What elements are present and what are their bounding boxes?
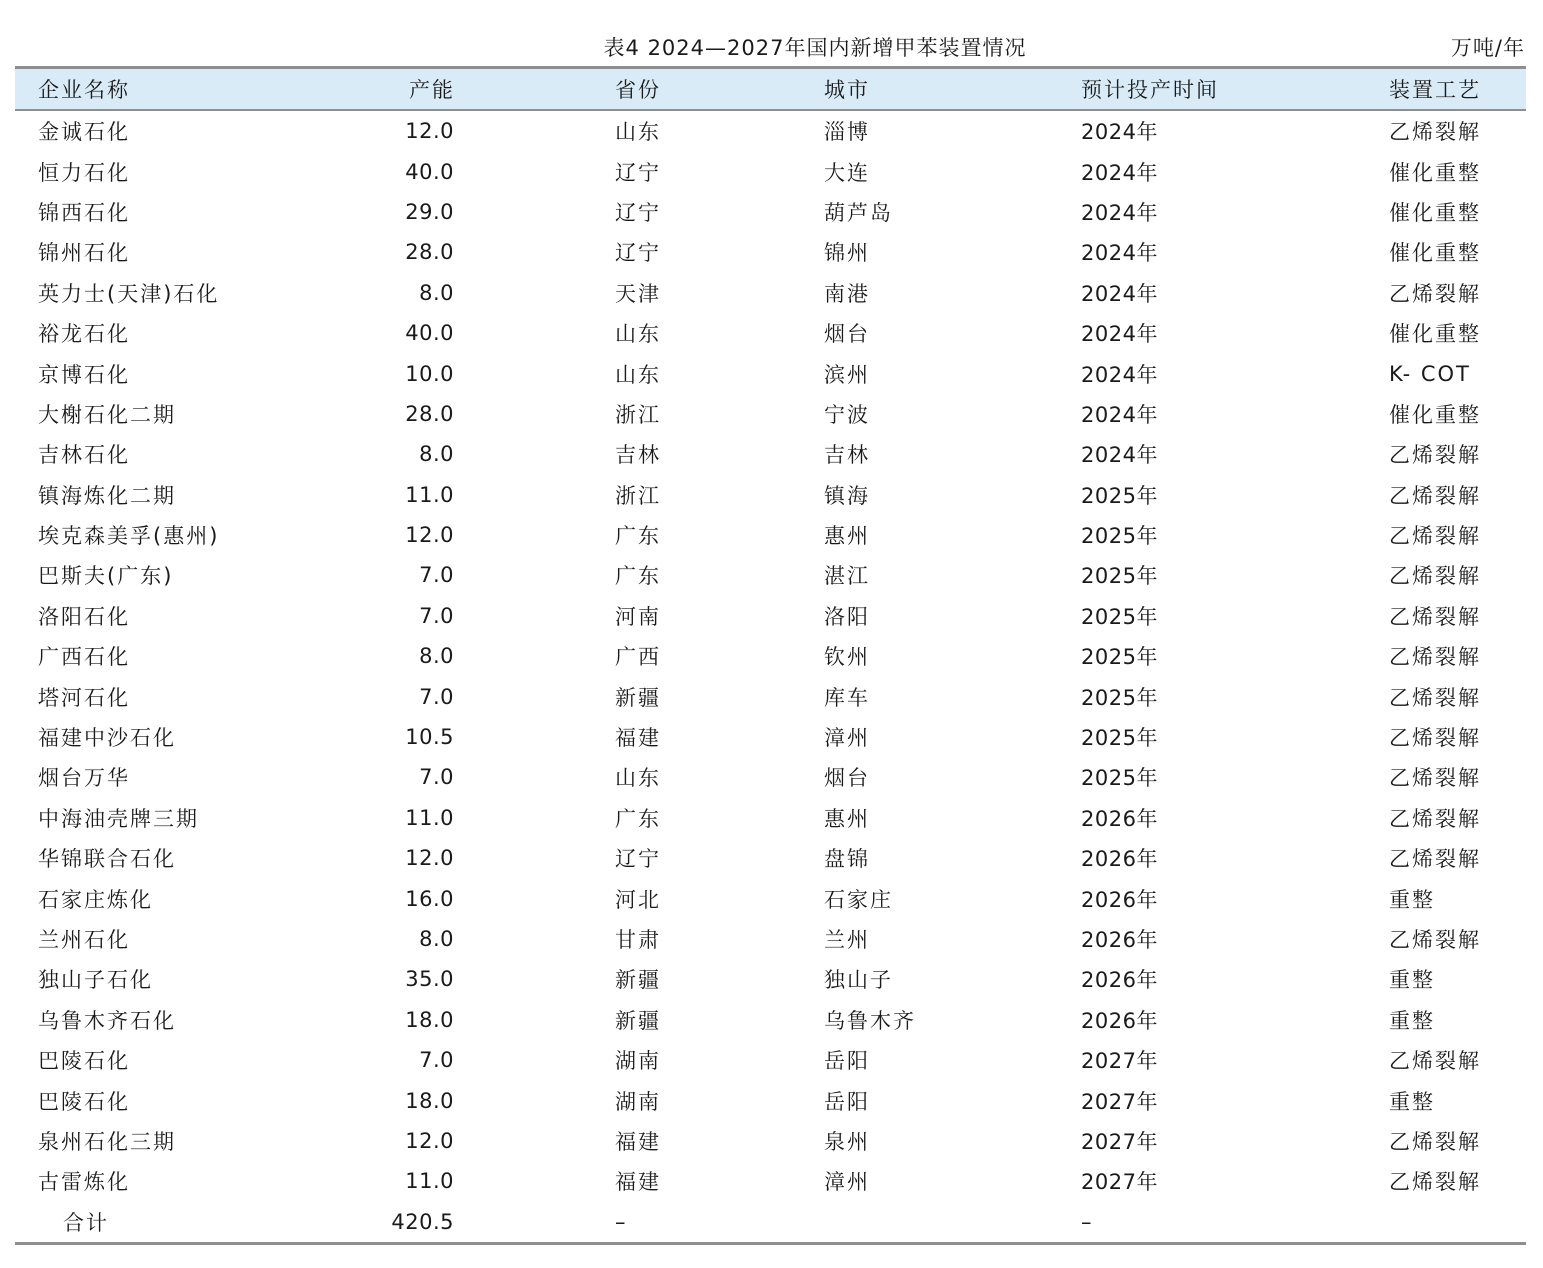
table-row — [15, 798, 1526, 838]
cell-name: 塔河石化 — [38, 685, 130, 710]
table-row — [15, 1121, 1526, 1161]
cell-year: 2027年 — [1081, 1049, 1158, 1074]
cell-year: 2026年 — [1081, 887, 1158, 912]
cell-city: 宁波 — [824, 402, 870, 427]
cell-province: 福建 — [615, 1170, 661, 1195]
table-row — [15, 555, 1526, 595]
table-row — [15, 919, 1526, 959]
total-capacity: 420.5 — [391, 1209, 454, 1234]
cell-capacity: 8.0 — [419, 644, 454, 669]
cell-capacity: 12.0 — [405, 523, 454, 548]
table-row — [15, 111, 1526, 151]
cell-capacity: 8.0 — [419, 442, 454, 467]
cell-year: 2024年 — [1081, 281, 1158, 306]
table-row — [15, 838, 1526, 878]
cell-capacity: 8.0 — [419, 927, 454, 951]
cell-year: 2025年 — [1081, 685, 1158, 710]
cell-year: 2026年 — [1081, 806, 1158, 831]
table-row — [15, 1040, 1526, 1080]
cell-city: 岳阳 — [824, 1089, 870, 1114]
cell-name: 烟台万华 — [38, 766, 130, 791]
cell-capacity: 40.0 — [405, 321, 454, 346]
cell-capacity: 8.0 — [419, 280, 454, 305]
cell-name: 镇海炼化二期 — [38, 483, 176, 508]
data-table — [15, 66, 1526, 1245]
cell-city: 兰州 — [824, 928, 870, 952]
cell-process: 重整 — [1389, 887, 1435, 912]
cell-year: 2024年 — [1081, 200, 1158, 225]
cell-city: 南港 — [824, 281, 870, 306]
cell-year: 2025年 — [1081, 645, 1158, 670]
cell-city: 库车 — [824, 685, 870, 710]
cell-capacity: 7.0 — [419, 765, 454, 790]
total-row — [15, 1202, 1526, 1242]
table-row — [15, 151, 1526, 191]
cell-name: 洛阳石化 — [38, 604, 130, 629]
cell-capacity: 16.0 — [405, 886, 454, 911]
cell-name: 巴陵石化 — [38, 1049, 130, 1074]
cell-capacity: 28.0 — [405, 240, 454, 265]
table-row — [15, 434, 1526, 474]
cell-province: 甘肃 — [615, 928, 661, 952]
table-row — [15, 717, 1526, 757]
cell-province: 福建 — [615, 726, 661, 751]
cell-province: 浙江 — [615, 483, 661, 508]
cell-process: 催化重整 — [1389, 160, 1481, 185]
table-row — [15, 636, 1526, 676]
cell-process: 催化重整 — [1389, 402, 1481, 427]
cell-process: 乙烯裂解 — [1389, 1049, 1481, 1074]
cell-capacity: 11.0 — [405, 805, 454, 830]
header-province: 省份 — [615, 78, 661, 102]
cell-province: 广西 — [615, 645, 661, 670]
cell-year: 2024年 — [1081, 241, 1158, 266]
cell-province: 河北 — [615, 887, 661, 912]
total-province: – — [615, 1209, 628, 1234]
table-row — [15, 515, 1526, 555]
cell-process: 乙烯裂解 — [1389, 1170, 1481, 1195]
cell-year: 2026年 — [1081, 847, 1158, 872]
cell-capacity: 7.0 — [419, 563, 454, 588]
cell-city: 镇海 — [824, 483, 870, 508]
cell-name: 英力士(天津)石化 — [38, 281, 220, 306]
cell-capacity: 40.0 — [405, 159, 454, 184]
cell-city: 烟台 — [824, 322, 870, 347]
cell-process: 乙烯裂解 — [1389, 604, 1481, 629]
cell-province: 广东 — [615, 524, 661, 549]
cell-city: 惠州 — [824, 806, 870, 831]
header-name: 企业名称 — [38, 78, 130, 102]
cell-province: 河南 — [615, 604, 661, 629]
cell-year: 2024年 — [1081, 362, 1158, 387]
cell-process: 重整 — [1389, 1008, 1435, 1033]
cell-capacity: 7.0 — [419, 684, 454, 709]
cell-city: 独山子 — [824, 968, 893, 993]
header-year: 预计投产时间 — [1081, 78, 1219, 102]
cell-name: 裕龙石化 — [38, 322, 130, 347]
table-row — [15, 313, 1526, 353]
cell-capacity: 10.0 — [405, 361, 454, 386]
cell-city: 钦州 — [824, 645, 870, 670]
cell-name: 乌鲁木齐石化 — [38, 1008, 176, 1033]
cell-name: 华锦联合石化 — [38, 847, 176, 872]
cell-capacity: 28.0 — [405, 401, 454, 426]
cell-year: 2024年 — [1081, 160, 1158, 185]
cell-process: K- COT — [1389, 361, 1471, 386]
cell-city: 湛江 — [824, 564, 870, 589]
cell-province: 辽宁 — [615, 847, 661, 872]
cell-process: 催化重整 — [1389, 200, 1481, 225]
table-header-row — [15, 69, 1526, 111]
cell-province: 吉林 — [615, 443, 661, 468]
cell-process: 乙烯裂解 — [1389, 645, 1481, 670]
cell-city: 漳州 — [824, 726, 870, 751]
cell-province: 新疆 — [615, 968, 661, 993]
cell-year: 2026年 — [1081, 1008, 1158, 1033]
cell-name: 巴斯夫(广东) — [38, 564, 174, 589]
cell-province: 新疆 — [615, 685, 661, 710]
cell-city: 石家庄 — [824, 887, 893, 912]
cell-city: 大连 — [824, 160, 870, 185]
header-capacity: 产能 — [409, 78, 455, 102]
cell-year: 2025年 — [1081, 766, 1158, 791]
cell-city: 惠州 — [824, 524, 870, 549]
cell-capacity: 29.0 — [405, 199, 454, 224]
table-caption — [0, 30, 1543, 62]
cell-province: 辽宁 — [615, 160, 661, 185]
unit-label: 万吨/年 — [1450, 36, 1525, 60]
cell-province: 辽宁 — [615, 200, 661, 225]
cell-province: 新疆 — [615, 1008, 661, 1033]
table-row — [15, 353, 1526, 393]
table-row — [15, 1000, 1526, 1040]
cell-capacity: 10.5 — [405, 725, 454, 750]
table-row — [15, 273, 1526, 313]
table-row — [15, 757, 1526, 797]
header-process: 装置工艺 — [1389, 78, 1481, 102]
table-row — [15, 878, 1526, 918]
cell-capacity: 35.0 — [405, 967, 454, 992]
cell-province: 广东 — [615, 806, 661, 831]
cell-process: 乙烯裂解 — [1389, 120, 1481, 145]
cell-name: 吉林石化 — [38, 443, 130, 468]
cell-capacity: 11.0 — [405, 482, 454, 507]
cell-city: 葫芦岛 — [824, 200, 893, 225]
cell-year: 2024年 — [1081, 322, 1158, 347]
table-row — [15, 1161, 1526, 1201]
cell-name: 巴陵石化 — [38, 1089, 130, 1114]
cell-province: 天津 — [615, 281, 661, 306]
table-title: 表4 2024—2027年国内新增甲苯装置情况 — [603, 36, 1027, 60]
cell-province: 湖南 — [615, 1049, 661, 1074]
cell-province: 山东 — [615, 120, 661, 145]
total-label: 合计 — [63, 1210, 109, 1235]
cell-capacity: 12.0 — [405, 1128, 454, 1153]
cell-capacity: 12.0 — [405, 119, 454, 144]
cell-city: 泉州 — [824, 1129, 870, 1154]
cell-process: 乙烯裂解 — [1389, 806, 1481, 831]
cell-capacity: 18.0 — [405, 1088, 454, 1113]
total-year: – — [1081, 1209, 1092, 1234]
cell-city: 乌鲁木齐 — [824, 1008, 916, 1033]
cell-process: 乙烯裂解 — [1389, 766, 1481, 791]
cell-process: 乙烯裂解 — [1389, 564, 1481, 589]
cell-city: 滨州 — [824, 362, 870, 387]
table-row — [15, 1080, 1526, 1120]
cell-process: 乙烯裂解 — [1389, 281, 1481, 306]
cell-province: 福建 — [615, 1129, 661, 1154]
cell-process: 乙烯裂解 — [1389, 928, 1481, 952]
cell-name: 广西石化 — [38, 645, 130, 670]
cell-province: 湖南 — [615, 1089, 661, 1114]
cell-city: 吉林 — [824, 443, 870, 468]
cell-province: 广东 — [615, 564, 661, 589]
table-row — [15, 394, 1526, 434]
table-row — [15, 596, 1526, 636]
cell-capacity: 12.0 — [405, 846, 454, 871]
cell-name: 大榭石化二期 — [38, 402, 176, 427]
table-row — [15, 676, 1526, 716]
cell-year: 2024年 — [1081, 120, 1158, 145]
cell-process: 乙烯裂解 — [1389, 847, 1481, 872]
cell-year: 2027年 — [1081, 1170, 1158, 1195]
cell-capacity: 11.0 — [405, 1169, 454, 1194]
cell-capacity: 18.0 — [405, 1007, 454, 1032]
table-row — [15, 232, 1526, 272]
header-city: 城市 — [824, 78, 870, 102]
table-body — [15, 111, 1526, 1202]
cell-province: 辽宁 — [615, 241, 661, 266]
cell-name: 独山子石化 — [38, 968, 153, 993]
cell-province: 山东 — [615, 766, 661, 791]
cell-process: 乙烯裂解 — [1389, 1129, 1481, 1154]
cell-city: 漳州 — [824, 1170, 870, 1195]
cell-city: 洛阳 — [824, 604, 870, 629]
cell-year: 2025年 — [1081, 604, 1158, 629]
cell-city: 淄博 — [824, 120, 870, 145]
cell-name: 埃克森美孚(惠州) — [38, 524, 220, 549]
cell-year: 2026年 — [1081, 968, 1158, 993]
table-row — [15, 959, 1526, 999]
cell-name: 金诚石化 — [38, 120, 130, 145]
cell-name: 兰州石化 — [38, 928, 130, 952]
cell-year: 2025年 — [1081, 524, 1158, 549]
table-row — [15, 192, 1526, 232]
cell-name: 中海油壳牌三期 — [38, 806, 199, 831]
cell-province: 山东 — [615, 322, 661, 347]
cell-process: 重整 — [1389, 968, 1435, 993]
cell-process: 催化重整 — [1389, 241, 1481, 266]
cell-city: 烟台 — [824, 766, 870, 791]
cell-name: 锦西石化 — [38, 200, 130, 225]
cell-name: 泉州石化三期 — [38, 1129, 176, 1154]
cell-name: 福建中沙石化 — [38, 726, 176, 751]
cell-year: 2024年 — [1081, 443, 1158, 468]
cell-year: 2024年 — [1081, 402, 1158, 427]
cell-process: 催化重整 — [1389, 322, 1481, 347]
cell-year: 2025年 — [1081, 483, 1158, 508]
cell-capacity: 7.0 — [419, 603, 454, 628]
cell-province: 山东 — [615, 362, 661, 387]
cell-capacity: 7.0 — [419, 1048, 454, 1073]
cell-year: 2027年 — [1081, 1129, 1158, 1154]
cell-city: 岳阳 — [824, 1049, 870, 1074]
cell-name: 石家庄炼化 — [38, 887, 153, 912]
cell-name: 恒力石化 — [38, 160, 130, 185]
cell-year: 2025年 — [1081, 726, 1158, 751]
cell-process: 乙烯裂解 — [1389, 726, 1481, 751]
cell-name: 京博石化 — [38, 362, 130, 387]
cell-name: 古雷炼化 — [38, 1170, 130, 1195]
cell-year: 2025年 — [1081, 564, 1158, 589]
cell-process: 重整 — [1389, 1089, 1435, 1114]
cell-process: 乙烯裂解 — [1389, 524, 1481, 549]
cell-process: 乙烯裂解 — [1389, 685, 1481, 710]
cell-process: 乙烯裂解 — [1389, 483, 1481, 508]
cell-process: 乙烯裂解 — [1389, 443, 1481, 468]
cell-city: 锦州 — [824, 241, 870, 266]
cell-year: 2027年 — [1081, 1089, 1158, 1114]
cell-city: 盘锦 — [824, 847, 870, 872]
cell-name: 锦州石化 — [38, 241, 130, 266]
cell-year: 2026年 — [1081, 928, 1158, 952]
cell-province: 浙江 — [615, 402, 661, 427]
table-row — [15, 475, 1526, 515]
